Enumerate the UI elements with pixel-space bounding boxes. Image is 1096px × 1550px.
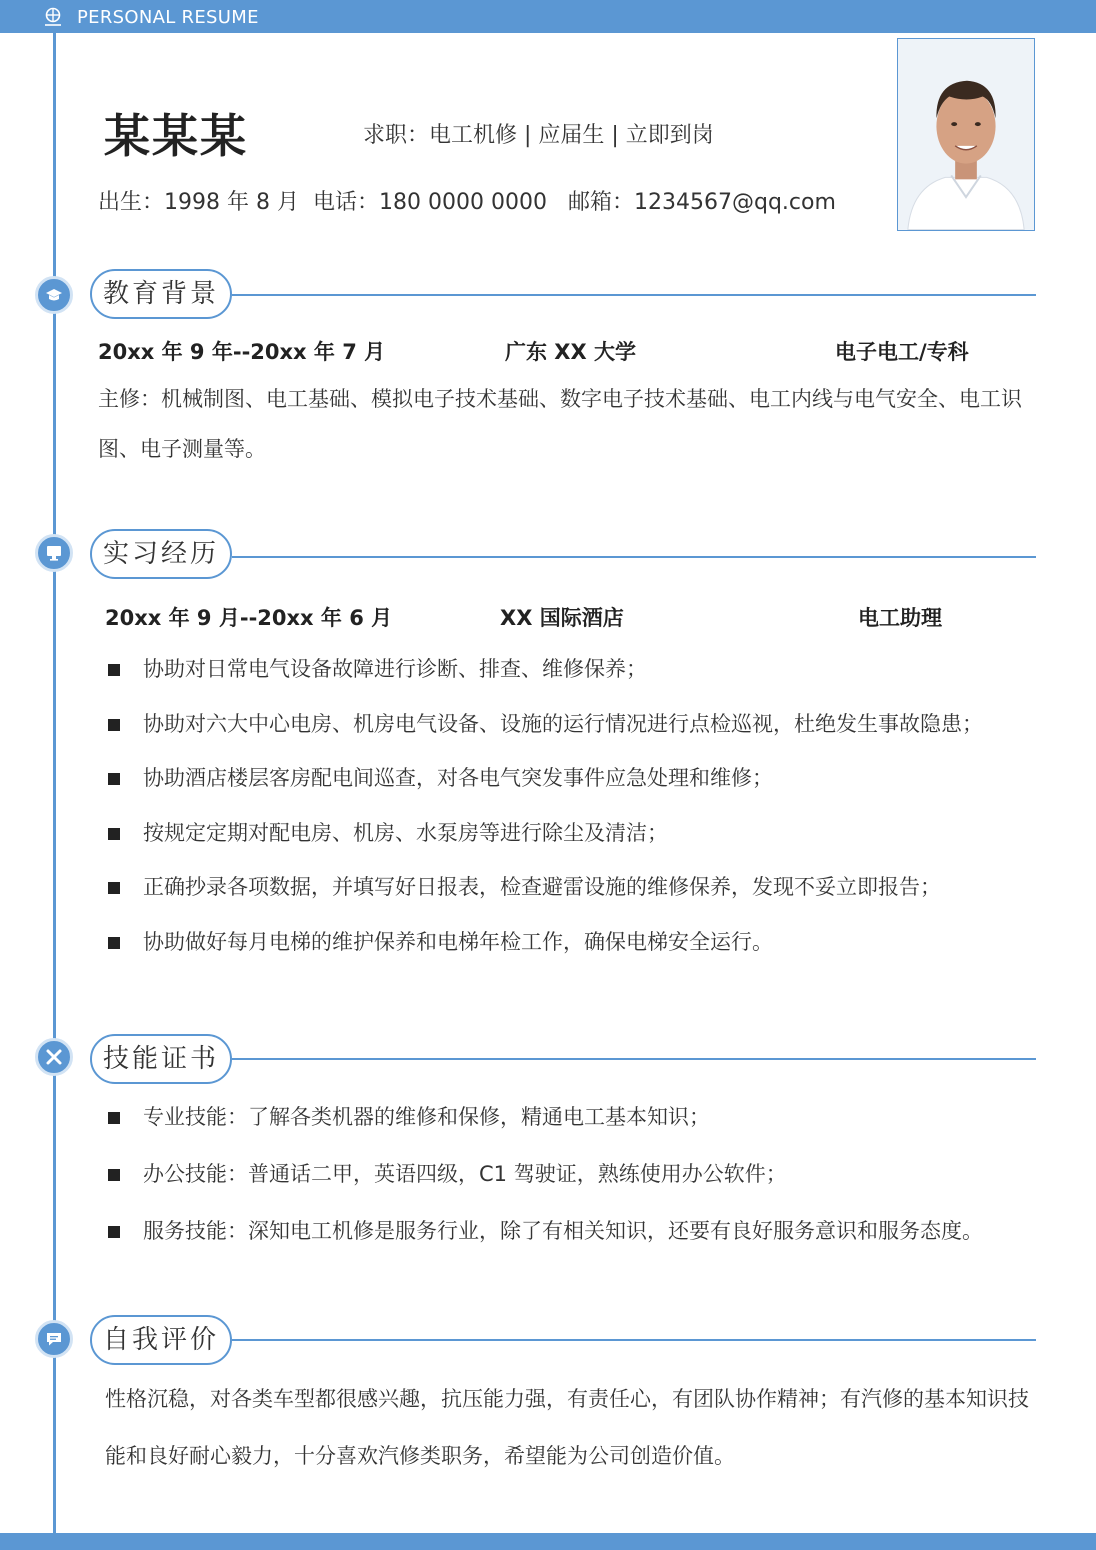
email-address: 邮箱：1234567@qq.com [568, 190, 836, 215]
portrait-illustration [898, 39, 1034, 230]
candidate-name: 某某某 [104, 109, 248, 163]
education-major: 电子电工/专科 [835, 340, 969, 364]
timeline-line [53, 33, 56, 1533]
bullet-square-icon [108, 773, 120, 785]
list-item: 协助酒店楼层客房配电间巡查，对各电气突发事件应急处理和维修； [105, 763, 983, 818]
list-item: 服务技能：深知电工机修是服务行业，除了有相关知识，还要有良好服务意识和服务态度。 [105, 1216, 983, 1273]
list-item: 专业技能：了解各类机器的维修和保修，精通电工基本知识； [105, 1102, 983, 1159]
phone-number: 电话：180 0000 0000 [313, 190, 547, 215]
resume-logo-icon [42, 7, 64, 27]
bullet-square-icon [108, 664, 120, 676]
graduation-cap-icon [35, 276, 73, 314]
section-title-self-evaluation: 自我评价 [90, 1315, 232, 1365]
skills-list [105, 1102, 983, 1273]
education-courses: 主修：机械制图、电工基础、模拟电子技术基础、数字电子技术基础、电工内线与电气安全、电工识图、电子测量等。 [98, 387, 1022, 461]
bullet-square-icon [108, 1226, 120, 1238]
bottom-banner [0, 1533, 1096, 1550]
section-divider [232, 294, 1036, 296]
top-banner [0, 0, 1096, 33]
self-evaluation-text: 性格沉稳，对各类车型都很感兴趣，抗压能力强，有责任心，有团队协作精神；有汽修的基本知识技能和良好耐心毅力，十分喜欢汽修类职务，希望能为公司创造价值。 [105, 1387, 1029, 1468]
list-item: 办公技能：普通话二甲，英语四级，C1 驾驶证，熟练使用办公软件； [105, 1159, 983, 1216]
list-item: 按规定定期对配电房、机房、水泵房等进行除尘及清洁； [105, 818, 983, 873]
brand-title: PERSONAL RESUME [77, 7, 259, 28]
section-title-internship: 实习经历 [90, 529, 232, 579]
bullet-square-icon [108, 1169, 120, 1181]
bullet-square-icon [108, 719, 120, 731]
list-item: 协助对六大中心电房、机房电气设备、设施的运行情况进行点检巡视，杜绝发生事故隐患； [105, 709, 983, 764]
tools-icon [35, 1038, 73, 1076]
internship-period: 20xx 年 9 月--20xx 年 6 月 [105, 606, 393, 630]
section-divider [232, 556, 1036, 558]
bullet-square-icon [108, 1112, 120, 1124]
job-objective: 求职：电工机修 | 应届生 | 立即到岗 [363, 123, 714, 148]
internship-duties [105, 654, 983, 981]
section-divider [232, 1339, 1036, 1341]
section-title-education: 教育背景 [90, 269, 232, 319]
birth-date: 出生：1998 年 8 月 [98, 190, 299, 215]
profile-photo [897, 38, 1035, 231]
monitor-icon [35, 534, 73, 572]
education-school: 广东 XX 大学 [505, 340, 637, 364]
bullet-square-icon [108, 937, 120, 949]
internship-company: XX 国际酒店 [500, 606, 624, 630]
list-item: 正确抄录各项数据，并填写好日报表，检查避雷设施的维修保养，发现不妥立即报告； [105, 872, 983, 927]
chat-bubble-icon [35, 1320, 73, 1358]
section-divider [232, 1058, 1036, 1060]
bullet-square-icon [108, 828, 120, 840]
section-title-skills: 技能证书 [90, 1034, 232, 1084]
education-period: 20xx 年 9 年--20xx 年 7 月 [98, 340, 386, 364]
bullet-square-icon [108, 882, 120, 894]
list-item: 协助对日常电气设备故障进行诊断、排查、维修保养； [105, 654, 983, 709]
list-item: 协助做好每月电梯的维护保养和电梯年检工作，确保电梯安全运行。 [105, 927, 983, 982]
internship-role: 电工助理 [858, 606, 942, 630]
